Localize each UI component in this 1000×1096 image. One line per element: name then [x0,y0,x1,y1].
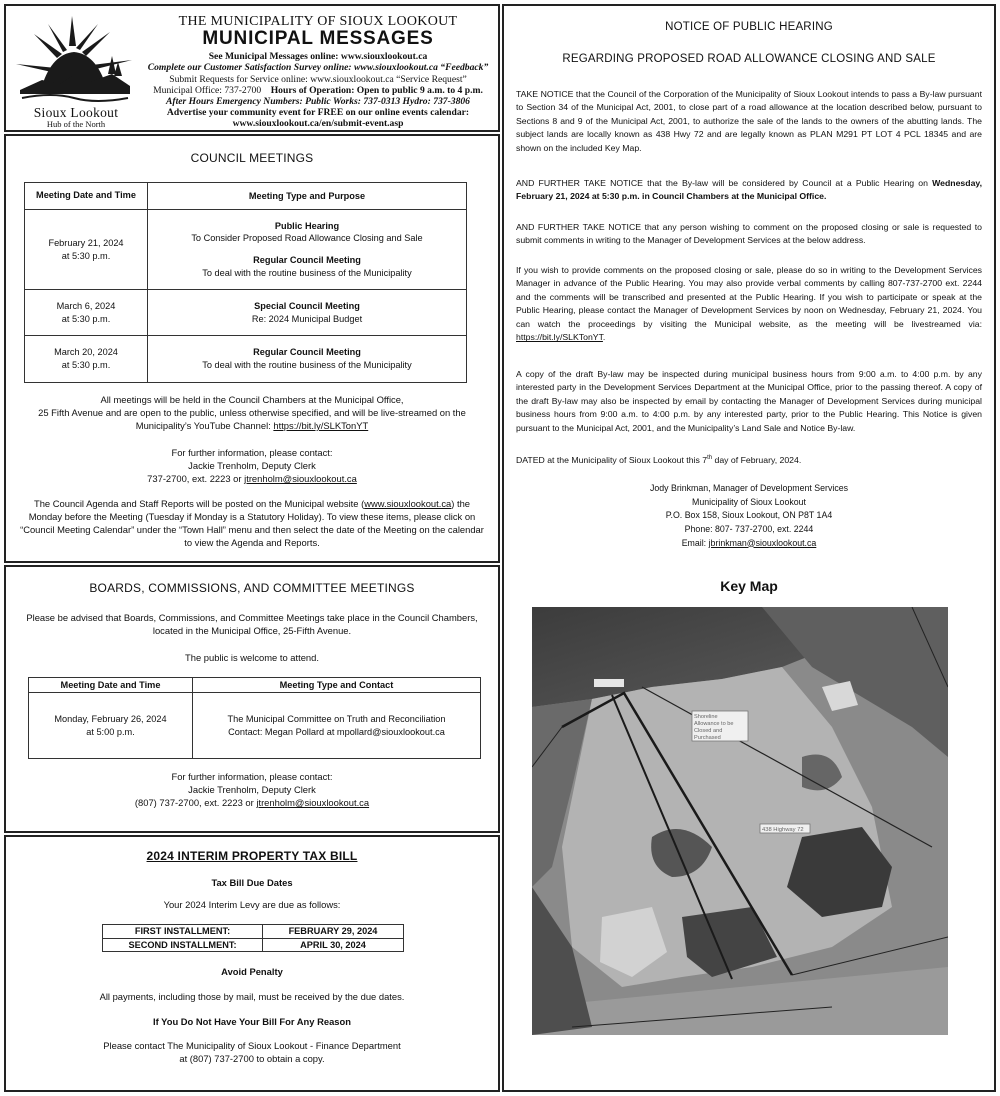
header-emergency-line: After Hours Emergency Numbers: Public Works: 737-0313 Hydro: 737-3806 [166,95,470,107]
council-meetings-section [4,134,500,563]
public-welcome-text: The public is welcome to attend. [185,652,319,663]
notice-paragraph-2: AND FURTHER TAKE NOTICE that the By-law will be considered by Council at a Public Hearing on Wednesday, February 21, 2024 at 5:30 p.m. in Council Chambers at the Municipal Office. [516,178,982,202]
boards-intro: Please be advised that Boards, Commissions, and Committee Meetings take place in the Council Chambers, located in the Municipal Office, 25-Fifth Avenue. [26,612,478,636]
boards-committees-section [4,565,500,833]
installment-table [102,924,404,952]
notice-title: NOTICE OF PUBLIC HEARING [665,21,833,33]
office-phone: Municipal Office: 737-2700 [153,84,262,96]
table-row [25,336,467,383]
header-advertise-line: Advertise your community event for FREE on our online events calendar: [166,106,470,118]
meeting-type-cell: The Municipal Committee on Truth and Reconciliation Contact: Megan Pollard at mpollard@siouxlookout.ca [193,693,481,759]
meeting-type-cell: Regular Council Meeting To deal with the routine business of the Municipality [148,336,467,383]
header-text [138,14,498,129]
municipal-messages-header [4,4,500,132]
table-row [29,693,481,759]
first-installment-label: FIRST INSTALLMENT: [103,925,263,939]
public-hearing-notice [502,4,996,1092]
map-label-line: Purchased [694,735,721,741]
council-meetings-table [24,182,467,383]
key-map-title: Key Map [720,578,778,594]
notice-paragraph-4: If you wish to provide comments on the proposed closing or sale, please do so in writing to the Development Services Manager in advance of the Public Hearing. You may also provide verbal comments by calling 807-737-2700 ext. 2244 and the comments will be transcribed and presented at the Public Hearing. If you wish to participate or speak at the Public Hearing, please contact the Manager of Development Services by noon on Wednesday, February 21, 2024. You can watch the proceedings by visiting the Municipal website, as the meeting will be livestreamed via: https://bit.ly/SLKTonYT. [516,265,982,343]
map-address-label: 438 Highway 72 [762,827,804,833]
tax-due-heading: Tax Bill Due Dates [211,877,293,888]
meeting-date-cell: March 20, 2024 at 5:30 p.m. [25,336,148,383]
notice-dated-line: DATED at the Municipality of Sioux Lookout this 7th day of February, 2024. [516,455,802,465]
council-meetings-title: COUNCIL MEETINGS [190,151,314,165]
aerial-map-image [532,607,948,1035]
header-office-line [138,85,498,96]
office-hours: Hours of Operation: Open to public 9 a.m. to 4 p.m. [270,84,483,96]
col-meeting-date: Meeting Date and Time [25,183,148,210]
notice-signature: Jody Brinkman, Manager of Development Services Municipality of Sioux Lookout P.O. Box 158, Sioux Lookout, ON P8T 1A4 Phone: 807- 737-2700, ext. 2244 Email: jbrinkman@siouxlookout.ca [649,483,849,548]
meeting-date-cell: Monday, February 26, 2024 at 5:00 p.m. [29,693,193,759]
map-label-line: Closed and [694,728,723,734]
tax-title: 2024 INTERIM PROPERTY TAX BILL [146,849,358,863]
table-row [103,925,404,939]
meeting-date-cell: March 6, 2024 at 5:30 p.m. [25,290,148,336]
table-header-row [29,678,481,693]
contact-email-link[interactable]: jtrenholm@siouxlookout.ca [256,796,370,808]
sunburst-logo-icon [12,16,136,106]
council-agenda-note: The Council Agenda and Staff Reports will be posted on the Municipal website (www.siouxlookout.ca) the Monday before the Meeting (Tuesday if Monday is a Statutory Holiday). To view these items, please click on “Council Meeting Calendar” under the “Town Hall” menu and then select the date of the Meeting on the calendar to view the Agenda and Reports. [20,498,484,548]
no-bill-heading: If You Do Not Have Your Bill For Any Reason [153,1016,351,1027]
meeting-date-cell: February 21, 2024 at 5:30 p.m. [25,210,148,290]
second-installment-date: APRIL 30, 2024 [263,938,404,952]
contact-email-link[interactable]: jtrenholm@siouxlookout.ca [244,472,357,484]
header-municipality-title: THE MUNICIPALITY OF SIOUX LOOKOUT [178,14,458,29]
boards-meetings-table [28,677,481,759]
manager-email-link[interactable]: jbrinkman@siouxlookout.ca [708,537,817,548]
meeting-type-cell: Public Hearing To Consider Proposed Road Allowance Closing and Sale Regular Council Meeting To deal with the routine business of the Municipality [148,210,467,290]
second-installment-label: SECOND INSTALLMENT: [103,938,263,952]
key-map-aerial-photo [532,607,948,1035]
col-meeting-type: Meeting Type and Purpose [148,183,467,210]
header-online-line[interactable]: See Municipal Messages online: www.siouxlookout.ca [208,51,428,63]
col-meeting-date: Meeting Date and Time [29,678,193,693]
header-main-title: MUNICIPAL MESSAGES [202,28,434,50]
council-location-note: All meetings will be held in the Council Chambers at the Municipal Office, 25 Fifth Avenue and are open to the public, unless otherwise specified, and will be live-streamed on the Municipality’s YouTube Channel: https://bit.ly/SLKTonYT [38,394,466,431]
finance-contact: Please contact The Municipality of Sioux Lookout - Finance Department at (807) 737-2700 to obtain a copy. [103,1040,401,1064]
header-events-url[interactable]: www.siouxlookout.ca/en/submit-event.asp [232,118,404,130]
meeting-type-cell: Special Council Meeting Re: 2024 Municipal Budget [148,290,467,336]
boards-title: BOARDS, COMMISSIONS, AND COMMITTEE MEETINGS [89,581,415,595]
map-label-line: Shoreline [694,714,718,720]
notice-paragraph-5: A copy of the draft By-law may be inspected during municipal business hours from 9:00 a.m. to 4:00 p.m. by any interested party in the Development Services Department at the Municipal Office, prior to the passing thereof. A copy of the draft By-law may also be inspected by email by contacting the Manager of Development Services during municipal business hours from 9:00 a.m. to 4:00 p.m. by any interested party, prior to the Public Hearing. This Notice is given pursuant to the Municipal Act, 2001, and the Municipality’s Land Sale and Notice By-law. [516,369,982,433]
livestream-link[interactable]: https://bit.ly/SLKTonYT [516,332,603,343]
logo-name: Sioux Lookout [33,105,119,120]
header-survey-line[interactable]: Complete our Customer Satisfaction Survey online: www.siouxlookout.ca “Feedback” [147,62,489,74]
tax-levy-line: Your 2024 Interim Levy are due as follows: [163,899,341,910]
notice-subtitle: REGARDING PROPOSED ROAD ALLOWANCE CLOSING AND SALE [562,53,936,65]
avoid-penalty-heading: Avoid Penalty [221,966,283,977]
sioux-lookout-logo [12,16,136,129]
youtube-channel-link[interactable]: https://bit.ly/SLKTonYT [273,419,369,431]
notice-paragraph-1: TAKE NOTICE that the Council of the Corporation of the Municipality of Sioux Lookout intends to pass a By-law pursuant to Section 34 of the Municipal Act, 2001, to close part of a road allowance at the location described below, pursuant to Sections 8 and 9 of the Municipal Act, 2001, to authorize the sale of the lands to the owners of the abutting lands. The subject lands are locally known as 438 Hwy 72 and are legally known as PLAN M291 PT LOT 4 PCL 18345 and are shown on the included Key Map. [516,89,982,153]
interim-tax-section [4,835,500,1092]
boards-contact-info: For further information, please contact: Jackie Trenholm, Deputy Clerk (807) 737-2700, ext. 2223 or jtrenholm@siouxlookout.ca [134,771,370,808]
table-row [25,210,467,290]
penalty-text: All payments, including those by mail, must be received by the due dates. [99,991,405,1002]
municipal-website-link[interactable]: www.siouxlookout.ca [364,498,452,509]
council-contact-info: For further information, please contact: Jackie Trenholm, Deputy Clerk 737-2700, ext. 2223 or jtrenholm@siouxlookout.ca [147,447,357,484]
table-header-row [25,183,467,210]
logo-tagline: Hub of the North [46,119,106,129]
first-installment-date: FEBRUARY 29, 2024 [263,925,404,939]
col-meeting-type: Meeting Type and Contact [193,678,481,693]
notice-paragraph-3: AND FURTHER TAKE NOTICE that any person wishing to comment on the proposed closing or sale is requested to submit comments in writing to the Manager of Development Services at the below address. [516,222,982,246]
map-label-line: Allowance to be [694,721,734,727]
table-row [25,290,467,336]
table-row [103,938,404,952]
header-requests-line[interactable]: Submit Requests for Service online: www.siouxlookout.ca “Service Request” [169,73,467,85]
